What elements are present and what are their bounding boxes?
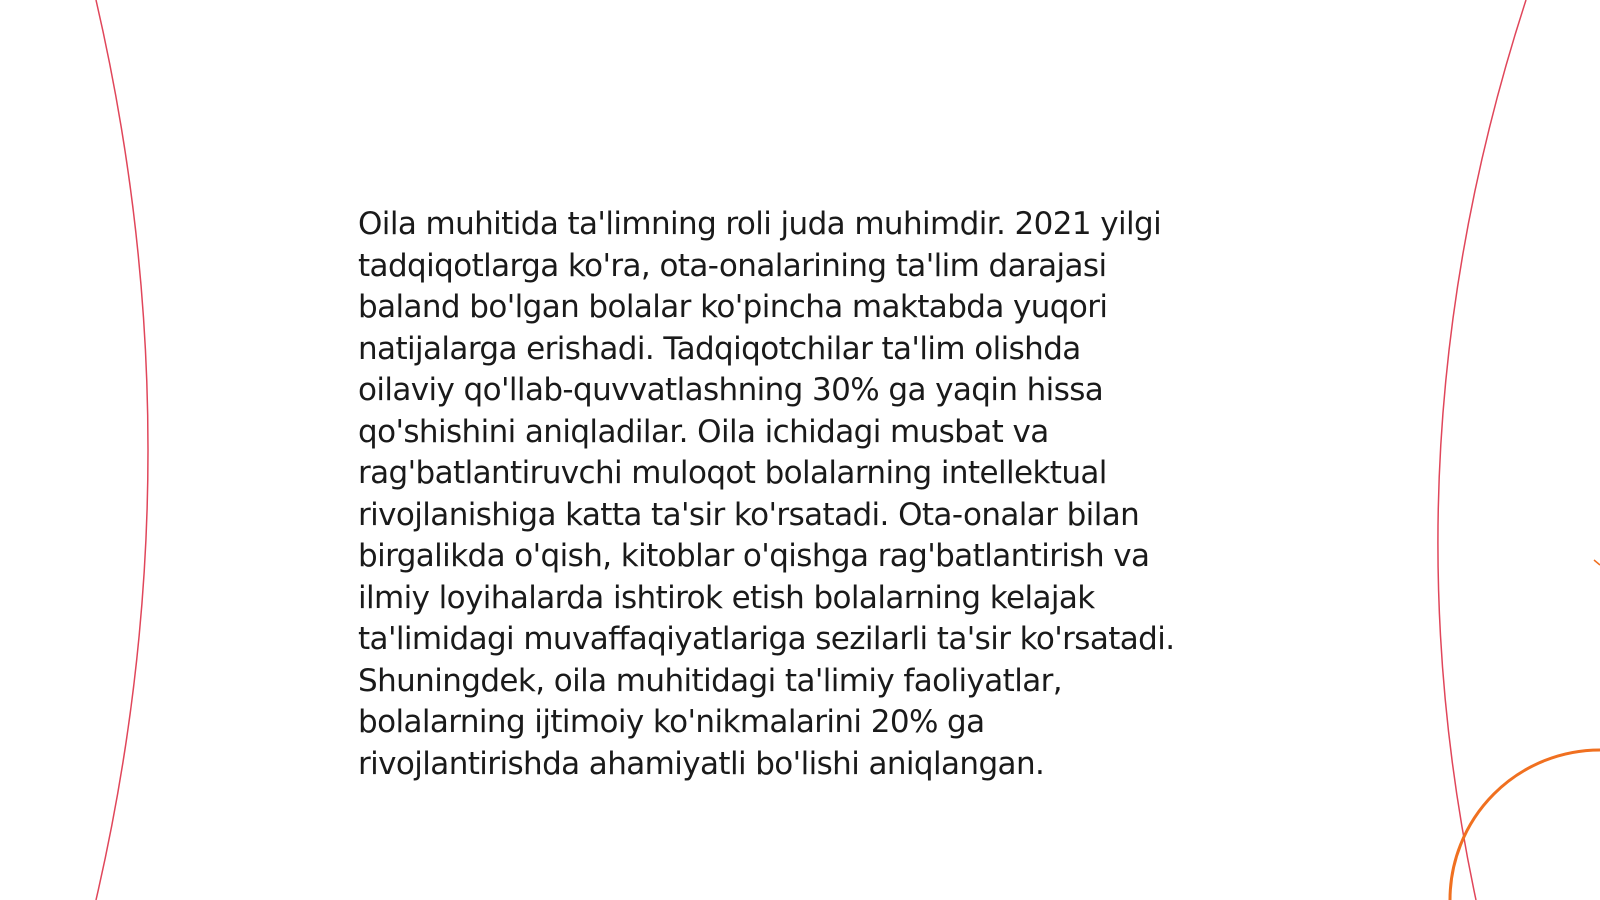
paragraph-line: Oila muhitida ta'limning roli juda muhimdir. 2021 yilgi <box>358 206 1162 242</box>
paragraph-line: tadqiqotlarga ko'ra, ota-onalarining ta'lim darajasi <box>358 247 1107 284</box>
paragraph-line: oilaviy qo'llab-quvvatlashning 30% ga yaqin hissa <box>358 372 1104 408</box>
paragraph-line: rivojlanishiga katta ta'sir ko'rsatadi. Ota-onalar bilan <box>358 496 1140 533</box>
body-paragraph <box>358 204 1258 785</box>
paragraph-line: bolalarning ijtimoiy ko'nikmalarini 20% ga <box>358 704 985 740</box>
orange-ring-shape <box>1450 750 1600 900</box>
paragraph-line: birgalikda o'qish, kitoblar o'qishga rag'batlantirish va <box>358 538 1150 574</box>
paragraph-line: ilmiy loyihalarda ishtirok etish bolalarning kelajak <box>358 579 1095 616</box>
paragraph-line: Shuningdek, oila muhitidagi ta'limiy faoliyatlar, <box>358 662 1063 699</box>
paragraph-line: rag'batlantiruvchi muloqot bolalarning intellektual <box>358 455 1107 491</box>
paragraph-line: rivojlantirishda ahamiyatli bo'lishi aniqlangan. <box>358 745 1045 782</box>
paragraph-line: natijalarga erishadi. Tadqiqotchilar ta'lim olishda <box>358 330 1081 367</box>
right-curve-line <box>1438 0 1526 900</box>
paragraph-line: baland bo'lgan bolalar ko'pincha maktabda yuqori <box>358 289 1108 325</box>
small-arrow-mark <box>1594 560 1600 565</box>
paragraph-line: ta'limidagi muvaffaqiyatlariga sezilarli ta'sir ko'rsatadi. <box>358 621 1175 657</box>
paragraph-line: qo'shishini aniqladilar. Oila ichidagi musbat va <box>358 413 1049 450</box>
left-curve-line <box>96 0 148 900</box>
